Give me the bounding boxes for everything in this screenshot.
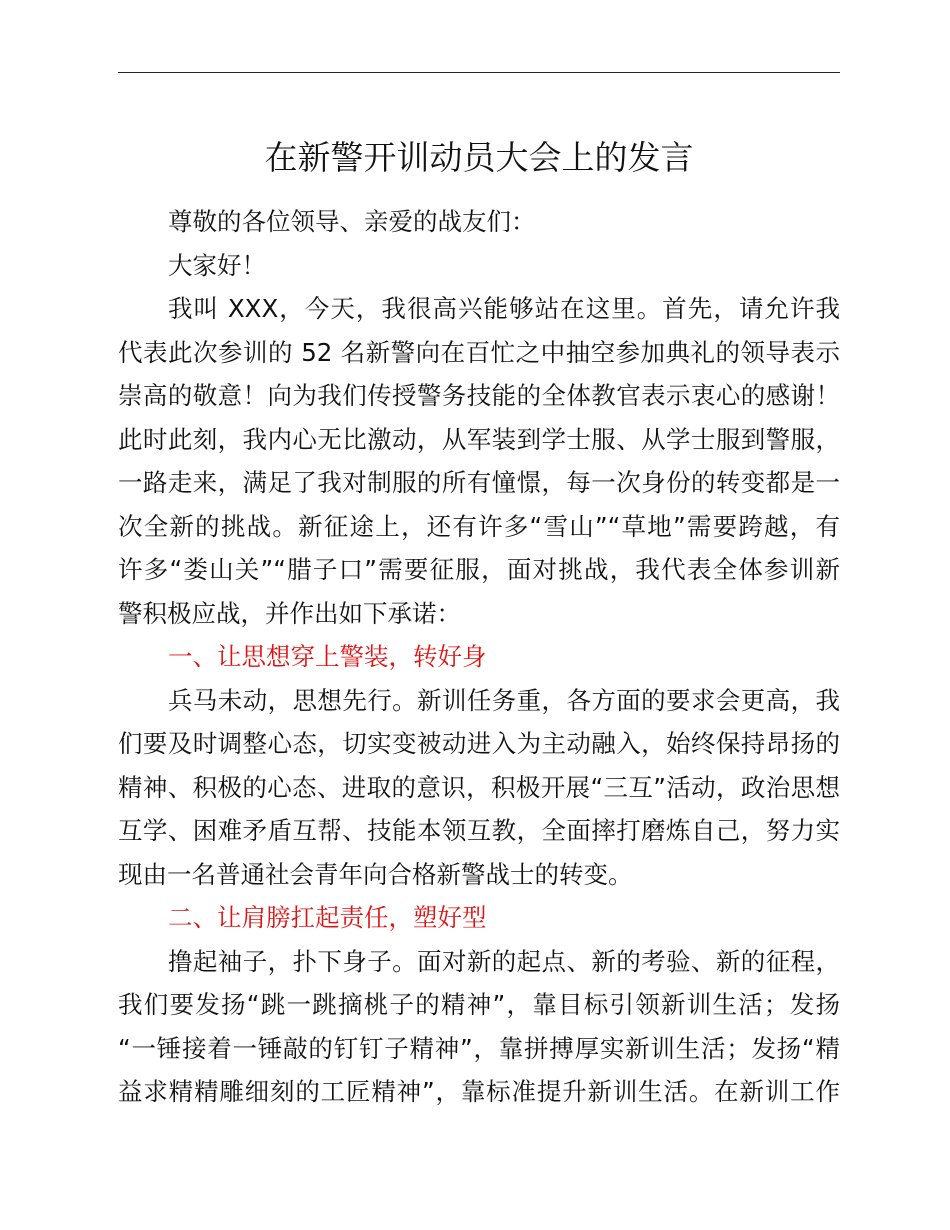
paragraph-line: 尊敬的各位领导、亲爱的战友们： — [168, 207, 536, 236]
paragraph-line: 警积极应战，并作出如下承诺： — [118, 598, 461, 628]
paragraph-line: 互学、困难矛盾互帮、技能本领互教，全面摔打磨炼自己，努力实 — [118, 816, 840, 845]
document-body — [118, 200, 840, 1114]
paragraph-line: 我们要发扬“跳一跳摘桃子的精神”，靠目标引领新训生活；发扬 — [118, 990, 840, 1019]
document-title: 在新警开训动员大会上的发言 — [264, 138, 694, 177]
section-heading: 一、让思想穿上警装，转好身 — [168, 642, 487, 671]
paragraph-line: 次全新的挑战。新征途上，还有许多“雪山”“草地”需要跨越，有 — [118, 511, 840, 541]
paragraph-line: 们要及时调整心态，切实变被动进入为主动融入，始终保持昂扬的 — [118, 729, 840, 758]
paragraph-line: 撸起袖子，扑下身子。面对新的起点、新的考验、新的征程， — [168, 946, 840, 976]
paragraph-line: 我叫 XXX，今天，我很高兴能够站在这里。首先，请允许我 — [168, 294, 840, 323]
paragraph-line: 大家好！ — [168, 250, 266, 280]
paragraph-line: 精神、积极的心态、进取的意识，积极开展“三互”活动，政治思想 — [118, 772, 840, 802]
paragraph-line: “一锤接着一锤敲的钉钉子精神”，靠拼搏厚实新训生活；发扬“精 — [118, 1033, 840, 1063]
section-heading: 二、让肩膀扛起责任，塑好型 — [168, 903, 487, 932]
paragraph-line: 崇高的敬意！向为我们传授警务技能的全体教官表示衷心的感谢！ — [118, 381, 840, 410]
paragraph-line: 此时此刻，我内心无比激动，从军装到学士服、从学士服到警服， — [118, 424, 840, 454]
paragraph-line: 现由一名普通社会青年向合格新警战士的转变。 — [118, 859, 633, 889]
paragraph-line: 兵马未动，思想先行。新训任务重，各方面的要求会更高，我 — [168, 685, 840, 715]
paragraph-line: 代表此次参训的 52 名新警向在百忙之中抽空参加典礼的领导表示 — [118, 337, 840, 367]
paragraph-line: 许多“娄山关”“腊子口”需要征服，面对挑战，我代表全体参训新 — [118, 555, 840, 584]
header-rule — [118, 72, 840, 73]
paragraph-line: 益求精精雕细刻的工匠精神”，靠标准提升新训生活。在新训工作 — [118, 1077, 840, 1106]
paragraph-line: 一路走来，满足了我对制服的所有憧憬，每一次身份的转变都是一 — [118, 468, 840, 497]
